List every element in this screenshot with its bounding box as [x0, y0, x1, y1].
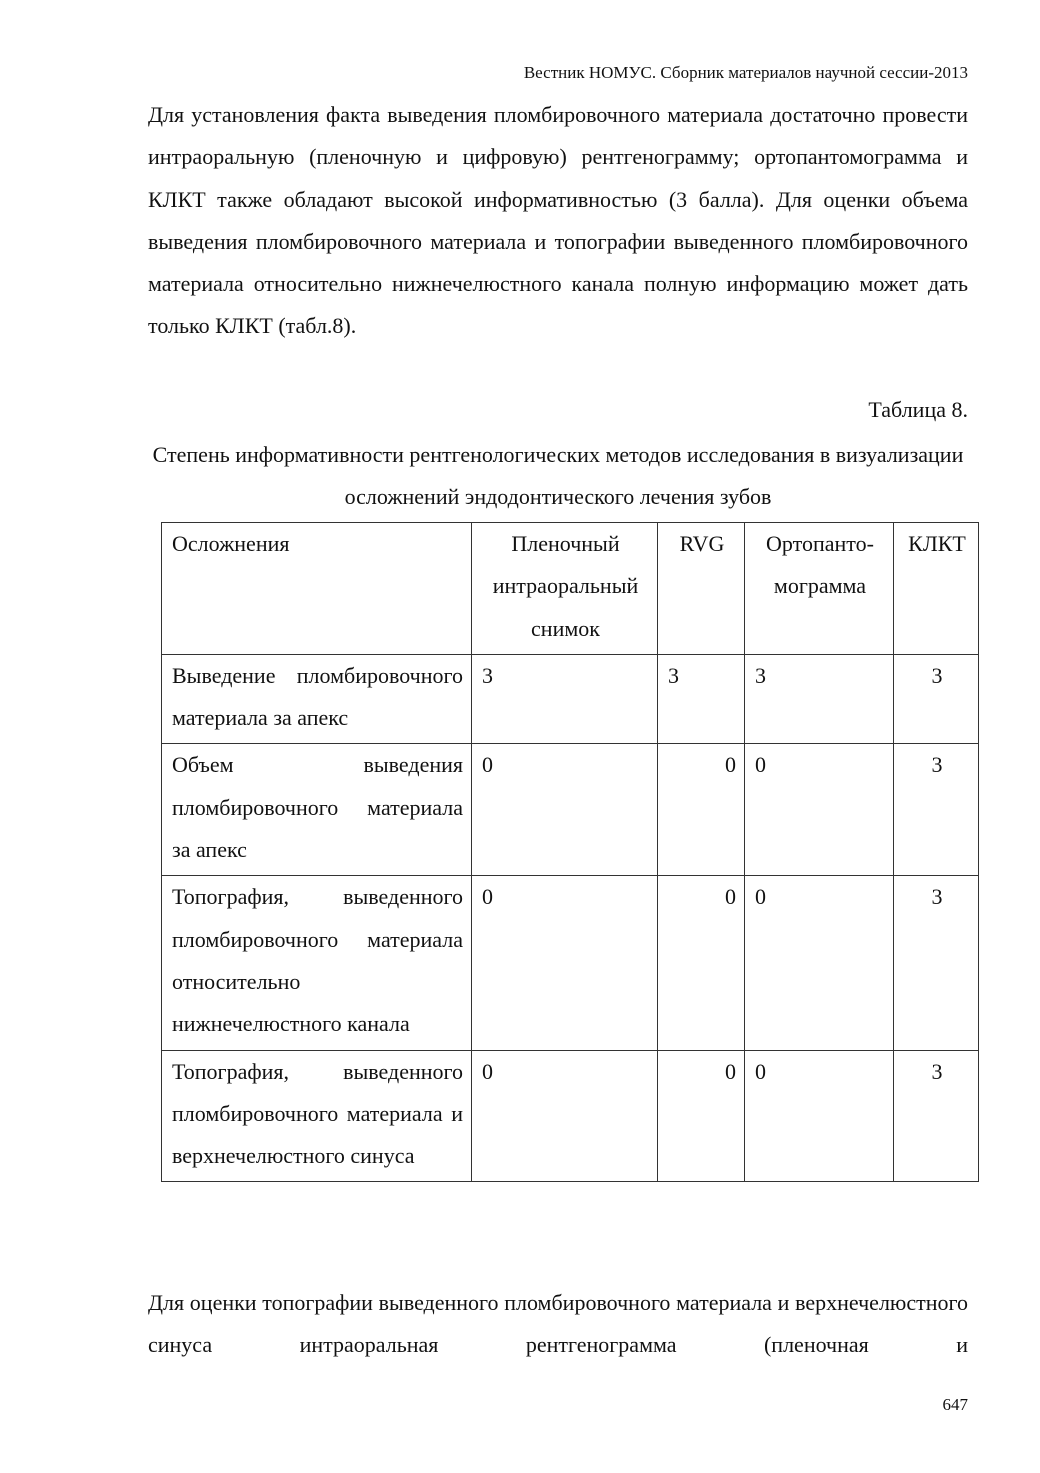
- table-row: [162, 654, 979, 744]
- table-row: [162, 744, 979, 876]
- cell-value: 0: [472, 1050, 658, 1182]
- cell-value: 0: [658, 744, 745, 876]
- row-name: Выведение пломбировочного материала за апекс: [162, 654, 472, 744]
- cell-value: 3: [894, 744, 979, 876]
- row-name: Топография, выведенного пломбировочного материала и верхнечелюстного синуса: [162, 1050, 472, 1182]
- paragraph-intro: Для установления факта выведения пломбировочного материала достаточно провести интраоральную (пленочную и цифровую) рентгенограмму; ортопантомограмма и КЛКТ также обладают высокой информативностью (3 балла). Для оценки объема выведения пломбировочного материала и топографии выведенного пломбировочного материала относительно нижнечелюстного канала полную информацию может дать только КЛКТ (табл.8).: [148, 102, 968, 339]
- cell-value: 0: [745, 744, 894, 876]
- table-header-row: [162, 523, 979, 655]
- cell-value: 0: [745, 876, 894, 1050]
- cell-value: 3: [894, 876, 979, 1050]
- cell-value: 3: [894, 654, 979, 744]
- cell-value: 0: [658, 876, 745, 1050]
- header-rvg: RVG: [658, 523, 745, 655]
- cell-value: 3: [658, 654, 745, 744]
- table-number-label: Таблица 8.: [868, 397, 968, 422]
- header-orthopantomogram: Ортопанто-мограмма: [745, 523, 894, 655]
- cell-value: 0: [472, 876, 658, 1050]
- row-name: Объем выведения пломбировочного материала за апекс: [162, 744, 472, 876]
- cell-value: 3: [472, 654, 658, 744]
- paragraph-continuation: Для оценки топографии выведенного пломбировочного материала и верхнечелюстного синуса интраоральная рентгенограмма (пленочная и: [148, 1290, 968, 1358]
- header-cbct: КЛКТ: [894, 523, 979, 655]
- table-row: [162, 876, 979, 1050]
- row-name: Топография, выведенного пломбировочного материала относительно нижнечелюстного канала: [162, 876, 472, 1050]
- informativeness-table: [161, 522, 979, 1182]
- table-caption: Степень информативности рентгенологических методов исследования в визуализации осложнений эндодонтического лечения зубов: [152, 442, 964, 509]
- header-film-intraoral: Пленочный интраоральный снимок: [472, 523, 658, 655]
- table-row: [162, 1050, 979, 1182]
- header-complications: Осложнения: [162, 523, 472, 655]
- cell-value: 0: [745, 1050, 894, 1182]
- page-number: 647: [942, 1395, 968, 1414]
- cell-value: 0: [658, 1050, 745, 1182]
- cell-value: 3: [894, 1050, 979, 1182]
- cell-value: 3: [745, 654, 894, 744]
- cell-value: 0: [472, 744, 658, 876]
- running-header: Вестник НОМУС. Сборник материалов научной сессии-2013: [523, 63, 968, 82]
